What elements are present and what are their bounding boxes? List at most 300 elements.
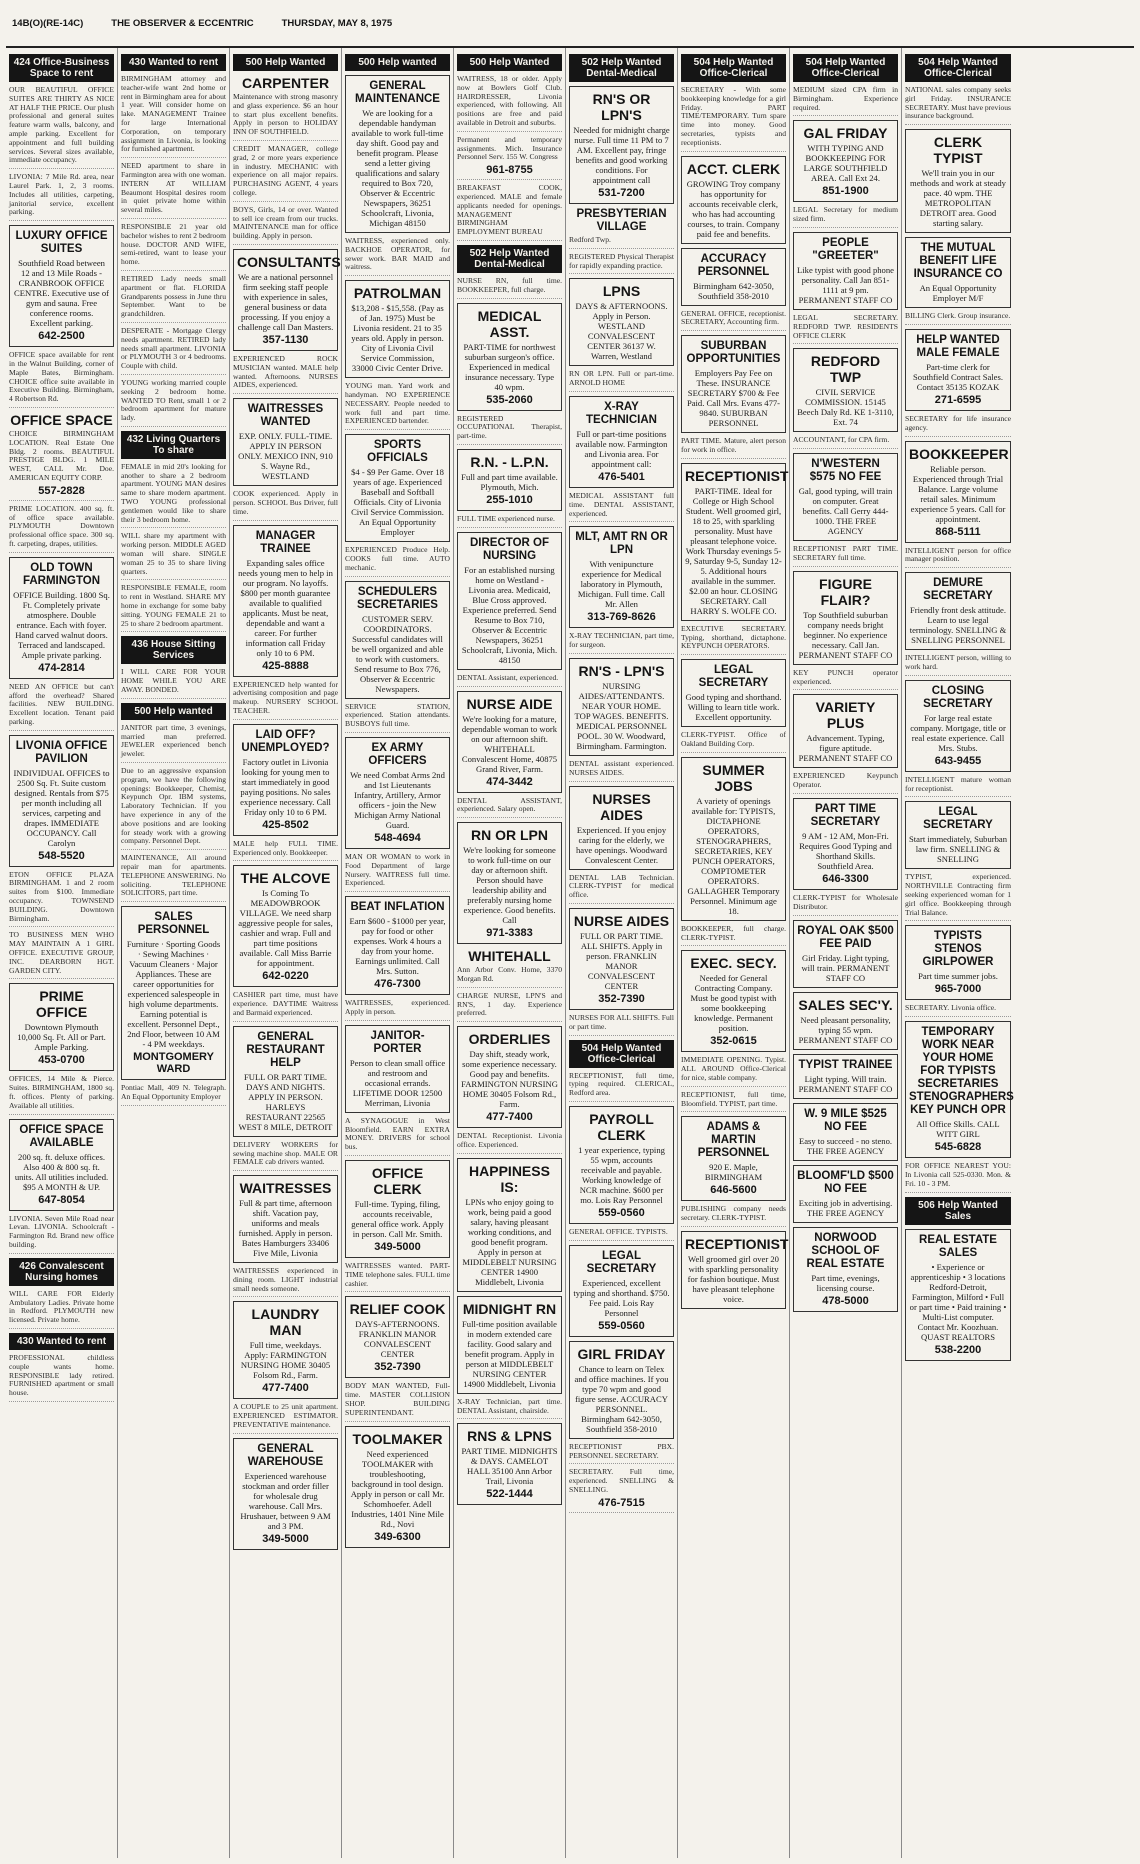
display-ad [9, 735, 114, 867]
ad-title: BOOKKEEPER [909, 445, 1009, 462]
ad-title: PAYROLL CLERK [589, 1110, 654, 1143]
ad-body: Need pleasant personality, typing 55 wpm. PERMANENT STAFF CO [798, 1014, 893, 1045]
classified-ad [793, 206, 898, 228]
ad-body: RECEPTIONIST PBX. PERSONNEL SECRETARY. [569, 1441, 674, 1460]
ad-title: REAL ESTATE SALES [919, 1233, 997, 1259]
ad-body: KEY PUNCH operator experienced. [793, 667, 898, 686]
ad-title: NORWOOD SCHOOL OF REAL ESTATE [806, 1231, 885, 1270]
display-ad [793, 232, 898, 310]
classified-ad [569, 208, 674, 249]
classified-column [902, 48, 1014, 1858]
ad-body: Pontiac Mall, 409 N. Telegraph. An Equal Opportunity Employer [121, 1083, 226, 1101]
classified-ad [457, 515, 562, 528]
ad-title: SALES SEC'Y. [798, 996, 893, 1013]
ad-body: INTELLIGENT mature woman for receptionist. [905, 774, 1011, 793]
ad-body: Full or part-time positions available now. Farmington and Livonia area. For appointment call: [575, 428, 668, 469]
ad-body: BODY MAN WANTED, Full-time. MASTER COLLISION SHOP. BUILDING SUPERINTENDANT. [345, 1381, 450, 1417]
ad-phone: 545-6828 [934, 1141, 982, 1154]
ad-body: PROFESSIONAL childless couple wants home. RESPONSIBLE lady retired. FURNISHED apartment or small house. [9, 1353, 114, 1398]
ad-body: Furniture · Sporting Goods · Sewing Machines · Vacuum Cleaners · Major Appliances. These are career opportunities for experienced salespeople in high volume departments. Earning potential is excellent. Personnel Dept., 2nd Floor, between 10 AM - 4 PM weekdays. [126, 939, 221, 1050]
section-header: 500 Help Wanted [457, 54, 562, 71]
display-ad [345, 1025, 450, 1113]
ad-body: We are looking for a dependable handyman available to work full-time day shift. Good pay and benefit program. Please send a letter giving qualifications and salary required to Box 720, Observer & Eccentric Newspapers, 36251 Schoolcraft, Livonia, Michigan 48150 [351, 108, 444, 228]
ad-body: PUBLISHING company needs secretary. CLERK-TYPIST. [681, 1204, 786, 1223]
display-ad [681, 463, 789, 621]
ad-body: WILL CARE FOR Elderly Ambulatory Ladies. Private home in Redford. PLYMOUTH new licensed. Private home. [9, 1288, 114, 1325]
ad-title: SUBURBAN OPPORTUNITIES [686, 340, 781, 366]
classified-column [454, 48, 566, 1858]
classified-ad [681, 310, 786, 332]
classified-ad [121, 463, 226, 529]
ad-phone: 453-0700 [38, 1054, 85, 1067]
ad-title: ACCT. CLERK [686, 160, 781, 177]
classified-ad [681, 1091, 786, 1113]
display-ad [793, 120, 898, 202]
ad-title: ADAMS & MARTIN PERSONNEL [697, 1121, 770, 1160]
classified-ad [905, 547, 1011, 569]
ad-title: THE MUTUAL BENEFIT LIFE INSURANCE CO [913, 242, 1003, 281]
classified-ad [681, 437, 786, 459]
display-ad [569, 396, 674, 488]
ad-phone: 476-7300 [374, 978, 421, 991]
ad-phone: 474-2814 [38, 661, 85, 674]
ad-body: NURSE RN, full time. BOOKKEEPER, full charge. [457, 275, 562, 294]
ad-body: TYPIST, experienced. NORTHVILLE Contracting firm seeking experienced woman for 1 girl office. Bookkeeping through Trial Balance. [905, 872, 1011, 917]
classified-ad [121, 75, 226, 158]
classified-ad [121, 275, 226, 323]
ad-body: Ann Arbor Conv. Home, 3370 Morgan Rd. [457, 965, 562, 983]
ad-phone: 349-5000 [262, 1532, 309, 1545]
classified-column [342, 48, 454, 1858]
ad-body: A COUPLE to 25 unit apartment. EXPERIENCED ESTIMATOR. PREVENTATIVE maintenance. [233, 1402, 338, 1430]
display-ad [345, 75, 450, 233]
display-ad [793, 798, 898, 890]
ad-body: WAITRESS, 18 or older. Apply now at Bowlers Golf Club. HAIRDRESSER, Livonia experienced, with following. All positions are free and paid available in Detroit and suburbs. [457, 74, 562, 127]
ad-body: LIVONIA. Seven Mile Road near Levan. LIVONIA. Schoolcraft - Farmington Rd. Brand new office building. [9, 1213, 114, 1250]
ad-title: RNS & LPNS [467, 1428, 552, 1445]
ad-body: DENTAL Assistant, experienced. [457, 672, 559, 682]
display-ad [345, 737, 450, 849]
ad-title: FIGURE FLAIR? [819, 575, 872, 608]
ad-title: N'WESTERN $575 NO FEE [809, 458, 882, 484]
ad-body: YOUNG man. Yard work and handyman. NO EXPERIENCE NECESSARY. People needed to work full and part time. EXPERIENCED bartender. [345, 381, 450, 426]
classified-ad [457, 184, 562, 241]
classified-ad [569, 1014, 674, 1036]
display-ad [905, 572, 1011, 650]
classified-ad [569, 1443, 674, 1465]
ad-body: 920 E. Maple, BIRMINGHAM [704, 1162, 763, 1183]
ad-phone: 559-0560 [598, 1319, 645, 1332]
classified-ad [457, 797, 562, 819]
display-ad [345, 280, 450, 378]
ad-phone: 255-1010 [486, 493, 533, 506]
display-ad [9, 225, 114, 347]
ad-body: We're looking for a mature, dependable woman to work on our afternoon shift. WHITEHALL Convalescent Home, 40875 Grand River, Farm. [461, 713, 558, 774]
ad-body: Full-time position available in modern extended care facility. Good salary and benefit program. Apply in person at MIDDLEBELT NURSING CENTER 14900 Middlebelt, Livonia [462, 1318, 557, 1389]
classified-ad [569, 370, 674, 392]
ad-body: LEGAL SECRETARY. REDFORD TWP. RESIDENTS OFFICE CLERK [793, 312, 898, 340]
ad-body: INTELLIGENT person for office manager position. [905, 545, 1011, 564]
ad-body: $4 - $9 Per Game. Over 18 years of age. Experienced Baseball and Softball Officials. City of Livonia Civil Service Commission. An Equal Opportunity Employer [351, 467, 444, 538]
ad-title: EXEC. SECY. [690, 955, 777, 972]
issue-date: THURSDAY, MAY 8, 1975 [281, 17, 393, 29]
ad-phone: 271-6595 [934, 393, 982, 406]
section-header: 426 Convalescent Nursing homes [9, 1258, 114, 1286]
ad-body: EXPERIENCED Produce Help. COOKS full time. AUTO mechanic. [345, 545, 450, 572]
ad-body: 1 year experience, typing 55 wpm, accounts receivable and payable. Working knowledge of NCR machine. $600 per mo. Lois Ray Personnel [578, 1144, 665, 1205]
ad-title: LEGAL SECRETARY [586, 1249, 657, 1275]
display-ad [569, 1341, 674, 1439]
ad-phone: 961-8755 [486, 164, 533, 177]
ad-title: TOOLMAKER [352, 1430, 443, 1447]
ad-body: GENERAL OFFICE, receptionist. SECRETARY, Accounting firm. [681, 308, 786, 327]
ad-title: LAID OFF? UNEMPLOYED? [241, 728, 330, 754]
ad-body: Experienced warehouse stockman and order filler for wholesale drug warehouse. Call Mrs. Hrushauer, between 9 AM and 3 PM. [240, 1470, 331, 1531]
ad-title: ROYAL OAK $500 FEE PAID [797, 924, 894, 950]
display-ad [569, 278, 674, 366]
display-ad [233, 865, 338, 987]
ad-title: MEDICAL ASST. [477, 307, 542, 340]
ad-body: Expanding sales office needs young men to help in our program. No layoffs. $800 per month guarantee available to qualified applicants. Must be neat, dependable and want a career. For further information call Friday only 10 to 6 PM. [238, 557, 333, 658]
classified-ad [681, 925, 786, 947]
ad-body: Chance to learn on Telex and office machines. If you type 70 wpm and good figure sense. ACCURACY PERSONNEL. Birmingham 642-3050, Southfield 358-2010 [574, 1363, 669, 1434]
classified-ad [121, 162, 226, 219]
ad-title: CLERK TYPIST [933, 134, 983, 167]
ad-body: Advancement. Typing, figure aptitude. PERMANENT STAFF CO [798, 733, 893, 764]
ad-body: For an established nursing home on Westland - Livonia area. Medicaid, Blue Cross approved. Experience preferred. Send Resume to Box 710, Observer & Eccentric Newspapers, 36251 Schoolcraft, Livonia, Mich. 48150 [461, 564, 558, 665]
ad-body: Needed for midnight charge nurse. Full time 11 PM to 7 AM. Excellent pay, fringe benefits and good working conditions. For appointment call [573, 125, 670, 185]
classified-ad [457, 75, 562, 132]
ad-body: WAITRESSES experienced in dining room. LIGHT industrial small needs someone. [233, 1266, 338, 1293]
ad-phone: 477-7400 [486, 1111, 533, 1124]
ad-phone: 476-7515 [598, 1496, 645, 1509]
display-ad [905, 1229, 1011, 1361]
ad-body: CIVIL SERVICE COMMISSION. 15145 Beech Daly Rd. KE 1-3110, Ext. 74 [797, 387, 894, 428]
ad-body: NURSING AIDES/ATTENDANTS. NEAR YOUR HOME. TOP WAGES. BENEFITS. MEDICAL PERSONNEL POOL. 30 W. Woodward, Birmingham. Farmington. [574, 680, 669, 751]
ad-body: DELIVERY WORKERS for sewing machine shop. MALE OR FEMALE cab drivers wanted. [233, 1139, 338, 1167]
ad-phone: 313-769-8626 [587, 611, 656, 624]
ad-body: FULL OR PART TIME. DAYS AND NIGHTS. APPLY IN PERSON. HARLEYS RESTAURANT 22565 WEST 8 MILE, DETROIT [238, 1071, 333, 1132]
ad-body: Southfield Road between 12 and 13 Mile Roads - CRANBROOK OFFICE CENTRE. Executive use of gym and sauna. Free conference rooms. Excellent parking. [14, 258, 109, 329]
ad-title: DEMURE SECRETARY [923, 577, 993, 603]
ad-body: Easy to succeed - no steno. THE FREE AGENCY [798, 1135, 893, 1156]
ad-body: BILLING Clerk. Group insurance. [905, 311, 1011, 321]
ad-body: SECRETARY for life insurance agency. [905, 413, 1011, 432]
classified-ad [457, 1132, 562, 1154]
classified-ad [793, 436, 898, 449]
ad-body: REGISTERED OCCUPATIONAL Therapist, part-time. [457, 413, 562, 441]
display-ad [793, 1054, 898, 1099]
classified-ad [569, 632, 674, 654]
classified-ad [345, 853, 450, 892]
classified-ad [345, 1117, 450, 1156]
section-header: 436 House Sitting Services [121, 636, 226, 664]
display-ad [905, 801, 1011, 869]
ad-title: LUXURY OFFICE SUITES [15, 230, 108, 256]
ad-body: CREDIT MANAGER, college grad, 2 or more years experience in industry. MECHANIC with experience on all major repairs. PURCHASING AGENT, 4 years college. [233, 143, 338, 197]
ad-body: EXP. ONLY. FULL-TIME. APPLY IN PERSON ONLY. MEXICO INN, 910 S. Wayne Rd., WESTLAND [238, 431, 333, 482]
ad-body: Part-time clerk for Southfield Contract Sales. Contact 35135 KOZAK [913, 361, 1003, 392]
ad-body: Downtown Plymouth 10,000 Sq. Ft. All or Part. Ample Parking. [17, 1022, 106, 1053]
display-ad [345, 1160, 450, 1258]
classified-ad [121, 379, 226, 427]
classified-ad [457, 136, 562, 180]
classified-ad [793, 86, 898, 116]
ad-title: GENERAL WAREHOUSE [247, 1442, 324, 1468]
display-ad [9, 557, 114, 679]
classified-ad [905, 1004, 1011, 1017]
display-ad [905, 925, 1011, 1000]
display-ad [681, 156, 786, 244]
ad-body: Earn $600 - $1000 per year, pay for food or other expenses. Work 4 hours a day from your home. Earnings unlimited. Call Mrs. Sutton. [349, 916, 446, 977]
ad-title: BLOOMF'LD $500 NO FEE [797, 1169, 894, 1195]
display-ad [345, 1426, 450, 1548]
ad-body: MAN OR WOMAN to work in Food Department of large Nursery. WAITRESS full time. Experienced. [345, 851, 450, 888]
ad-phone: 477-7400 [262, 1382, 309, 1395]
classified-ad [793, 772, 898, 794]
ad-body: RECEPTIONIST, full time, Bloomfield. TYPIST, part time. [681, 1089, 786, 1108]
ad-body: GROWING Troy company has opportunity for accounts receivable clerk, who has had accounting courses, to train. Company paid fee and benefits. [686, 178, 781, 239]
classified-ad [9, 1290, 114, 1329]
ad-title: PEOPLE "GREETER" [812, 236, 879, 262]
ad-title: X-RAY TECHNICIAN [586, 400, 657, 426]
ad-phone: 349-5000 [374, 1240, 421, 1253]
classified-ad [121, 854, 226, 902]
ad-body: CUSTOMER SERV. COORDINATORS. Successful candidates will be well organized and able to work with customers. Send resume to Box 776, Observer & Eccentric Newspapers. [351, 613, 444, 694]
classified-ad [345, 382, 450, 430]
classified-ad [9, 412, 114, 501]
ad-body: Like typist with good phone personality. Call Jan 851-1111 at 9 pm. PERMANENT STAFF CO [797, 264, 894, 305]
ad-phone: 868-5111 [935, 525, 981, 538]
classified-ad [121, 584, 226, 632]
classified-ad [457, 674, 562, 687]
section-header: 500 Help wanted [121, 703, 226, 720]
ad-phone: 522-1444 [486, 1488, 533, 1501]
ad-title: RN OR LPN [471, 827, 548, 844]
ad-body: CLERK-TYPIST. Office of Oakland Building Corp. [681, 730, 786, 748]
ad-title: PATROLMAN [353, 285, 442, 302]
ad-body: RESPONSIBLE 21 year old bachelor wishes to rent 2 bedroom house. DOCTOR AND WIFE, semi-retired, want to lease your home. [121, 221, 226, 267]
ad-title: NURSE AIDES [573, 912, 670, 929]
classified-ad [9, 931, 114, 979]
ad-title: EX ARMY OFFICERS [368, 741, 427, 767]
ad-body: A SYNAGOGUE in West Bloomfield. EARN EXTRA MONEY. DRIVERS for school bus. [345, 1115, 450, 1152]
ad-body: FULL TIME experienced nurse. [457, 513, 555, 523]
ad-body: Employers Pay Fee on These. INSURANCE SECRETARY $700 & Fee Paid. Call Mrs. Evans 477-9840. SUBURBAN PERSONNEL [686, 368, 781, 429]
classified-ad [905, 776, 1011, 798]
display-ad [9, 1119, 114, 1211]
ad-body: RESPONSIBLE FEMALE, room to rent in Westland. SHARE MY home in exchange for some baby sitting. YOUNG FEMALE 21 to 25 to share 2 bedroom apartment. [121, 583, 226, 628]
display-ad [233, 724, 338, 836]
display-ad [233, 1301, 338, 1399]
display-ad [905, 441, 1011, 543]
display-ad [457, 532, 562, 670]
ad-body: BOOKKEEPER, full charge. CLERK-TYPIST. [681, 923, 786, 942]
classified-ad [345, 237, 450, 276]
classified-ad [9, 683, 114, 731]
section-header: 506 Help Wanted Sales [905, 1197, 1011, 1225]
ad-body: NEED AN OFFICE but can't afford the overhead? Shared facilities. NEW BUILDING. Excellent location. Tenant paid parking. [9, 681, 114, 726]
ad-title: MLT, AMT RN OR LPN [575, 531, 668, 557]
classified-ad [233, 1403, 338, 1433]
display-ad [457, 1158, 562, 1292]
ad-phone: 971-3383 [486, 927, 533, 940]
display-ad [457, 1423, 562, 1505]
ad-body: FOR OFFICE NEAREST YOU: In Livonia call 525-0330. Mon. & Fri. 10 - 3 PM. [905, 1161, 1011, 1188]
ad-body: ACCOUNTANT, for CPA firm. [793, 435, 890, 445]
ad-title: PRIME OFFICE [35, 988, 88, 1021]
ad-phone: 559-0560 [598, 1206, 645, 1219]
ad-body: Birmingham 642-3050, Southfield 358-2010 [693, 280, 774, 301]
display-ad [233, 398, 338, 486]
ad-phone: 851-1900 [822, 185, 869, 198]
classified-ad [681, 1205, 786, 1227]
display-ad [457, 1296, 562, 1394]
ad-title: RECEPTIONIST [685, 1235, 789, 1252]
ad-title: NURSE AIDE [466, 695, 553, 712]
ad-phone: 474-3442 [486, 775, 533, 788]
section-header: 500 Help wanted [345, 54, 450, 71]
display-ad [121, 906, 226, 1080]
classified-ad [905, 415, 1011, 437]
ad-body: BIRMINGHAM attorney and teacher-wife want 2nd home or rent in Birmingham area for about 1 year. Will consider home on lake. MANAGEMENT Trainee for large International Corporation, on temporary assignment in Livonia, is looking for furnished apartment. [121, 74, 226, 154]
ad-phone: 643-9455 [934, 754, 982, 767]
ad-body: WILL share my apartment with working person. MIDDLE AGED woman will share. SINGLE woman 25 to 35 to share living quarters. [121, 531, 226, 576]
display-ad [233, 525, 338, 677]
ad-body: ETON OFFICE PLAZA BIRMINGHAM. 1 and 2 room suites from $100. Immediate occupancy. TOWNSEND BUILDING. Downtown Birmingham. [9, 869, 114, 923]
display-ad [793, 348, 898, 432]
classified-ad [681, 625, 786, 655]
classified-ad [233, 75, 338, 141]
classified-ad [905, 86, 1011, 125]
ad-phone: 352-7390 [374, 1361, 421, 1374]
ad-body: Good typing and shorthand. Willing to learn title work. Excellent opportunity. [685, 692, 782, 723]
classified-ad [9, 505, 114, 553]
ad-body: Well groomed girl over 20 with sparkling personality for fashion boutique. Must have pleasant telephone voice. [687, 1253, 780, 1304]
ad-body: EXECUTIVE SECRETARY. Typing, shorthand, dictaphone. KEYPUNCH OPERATORS. [681, 623, 786, 651]
ad-body: Due to an aggressive expansion program, we have the following openings: Bookkeeper, Chemist, Keypunch Opr. IBM systems, Laboratory Technician. If you have experience in any of the above positions and are looking for steady work with a growing company. Personnel Dept. [121, 766, 226, 846]
ad-body: For large real estate company. Mortgage, title or real estate experience. Call Mrs. Stubs. [910, 712, 1006, 753]
ad-body: We're looking for someone to work full-time on our day or afternoon shift. Person should have leadership ability and preferably nursing home experience. Good benefits. Call [463, 845, 556, 926]
ad-title: ORDERLIES [468, 1031, 551, 1048]
section-header: 504 Help Wanted Office-Clerical [905, 54, 1011, 82]
display-ad [345, 581, 450, 699]
ad-body: MEDIUM sized CPA firm in Birmingham. Experience required. [793, 85, 898, 112]
ad-body: X-RAY Technician, part time. DENTAL Assistant, chairside. [457, 1396, 562, 1415]
classified-ad [569, 1468, 674, 1512]
classified-column [678, 48, 790, 1858]
classified-ad [9, 1075, 114, 1114]
ad-body: I WILL CARE FOR YOUR HOME WHILE YOU ARE AWAY. BONDED. [121, 667, 226, 695]
classified-ad [9, 86, 114, 169]
display-ad [681, 659, 786, 727]
ad-body: DAYS-AFTERNOONS. FRANKLIN MANOR CONVALESCENT CENTER [355, 1319, 440, 1360]
ad-body: Full and part time available. Plymouth, Mich. [461, 471, 558, 492]
display-ad [345, 896, 450, 995]
classified-ad [345, 703, 450, 733]
classified-ad [457, 277, 562, 299]
ad-body: CASHIER part time, must have experience. DAYTIME Waitress and Barmaid experienced. [233, 990, 338, 1017]
classified-ad [345, 546, 450, 576]
ad-title: PRESBYTERIAN VILLAGE [576, 208, 667, 233]
classified-ad [681, 86, 786, 152]
display-ad [905, 680, 1011, 772]
classified-ad [9, 351, 114, 408]
ad-body: CLERK-TYPIST for Wholesale Distributor. [793, 892, 898, 911]
ad-title: LAUNDRY MAN [251, 1306, 320, 1339]
ad-phone: 647-8054 [38, 1193, 85, 1206]
ad-body: WAITRESSES wanted. PART-TIME telephone sales. FULL time cashier. [345, 1260, 450, 1288]
display-ad [793, 1165, 898, 1223]
ad-body: OFFICE space available for rent in the Walnut Building, corner of Maple Bates, Birmingham. CHOICE office suite available in Executive Building. Birmingham, 4 Robertson Rd. [9, 350, 114, 404]
section-header: 430 Wanted to rent [121, 54, 226, 71]
ad-body: NURSES FOR ALL SHIFTS. Full or part time. [569, 1012, 675, 1031]
ad-title: GIRL FRIDAY [577, 1345, 666, 1362]
classified-ad [345, 999, 450, 1021]
ad-title: OFFICE SPACE [10, 411, 113, 428]
classified-ad [905, 312, 1011, 325]
display-ad [793, 1227, 898, 1312]
ad-phone: 425-8502 [262, 818, 309, 831]
display-ad [681, 757, 786, 921]
classified-ad [457, 948, 562, 988]
ad-title: HAPPINESS IS: [469, 1162, 550, 1195]
ad-body: MALE help FULL TIME. Experienced only. Bookkeeper. [233, 838, 338, 857]
ad-phone: 548-4694 [374, 831, 421, 844]
ad-body: X-RAY TECHNICIAN, part time, for surgeon. [569, 631, 674, 650]
ad-phone: 476-5401 [598, 470, 645, 483]
display-ad [9, 983, 114, 1071]
classified-column [790, 48, 902, 1858]
ad-phone: 352-0615 [710, 1035, 757, 1048]
classified-ad [121, 327, 226, 375]
classified-ad [905, 1162, 1011, 1192]
ad-title: CARPENTER [241, 75, 330, 91]
ad-title: VARIETY PLUS [815, 699, 876, 732]
ad-title: LIVONIA OFFICE PAVILION [15, 739, 108, 765]
ad-body: BOYS, Girls, 14 or over. Wanted to sell ice cream from our trucks. MAINTENANCE man for office building. Apply in person. [233, 204, 338, 241]
section-header: 502 Help Wanted Dental-Medical [457, 245, 562, 273]
classified-ad [233, 991, 338, 1021]
ad-title: HELP WANTED MALE FEMALE [916, 333, 1000, 359]
ad-body: INDIVIDUAL OFFICES to 2500 Sq. Ft. Suite custom designed. Rentals from $75 per month including all services, carpeting and drapes. IMMEDIATE OCCUPANCY. Call Carolyn [13, 767, 110, 848]
ad-title: REDFORD TWP [810, 353, 881, 386]
section-header: 504 Help Wanted Office-Clerical [569, 1040, 674, 1068]
ad-body: PRIME LOCATION. 400 sq. ft. of office space available. PLYMOUTH Downtown professional office space. 300 sq. ft. carpeting, drapes, utilities. [9, 503, 114, 548]
ad-phone: 642-2500 [38, 330, 85, 343]
ad-body: Experienced, excellent typing and shorthand. $750. Fee paid. Lois Ray Personnel [573, 1277, 670, 1318]
display-ad [793, 920, 898, 988]
display-ad [569, 86, 674, 204]
ad-title: OFFICE SPACE AVAILABLE [19, 1123, 104, 1149]
ad-body: SECRETARY. Livonia office. [905, 1003, 997, 1013]
ad-title: DIRECTOR OF NURSING [469, 536, 549, 562]
classified-column [566, 48, 678, 1858]
display-ad [569, 658, 674, 756]
masthead [6, 0, 1134, 48]
display-ad [905, 329, 1011, 411]
ad-phone: 535-2060 [486, 393, 533, 406]
ad-body: OFFICES, 14 Mile & Pierce. Suites. BIRMINGHAM, 1800 sq. ft. offices. Plenty of parking. Available all utilities. [9, 1074, 114, 1110]
ad-body: Top Southfield suburban company needs bright beginner. No experience necessary. Call Jan. PERMANENT STAFF CO [798, 609, 893, 660]
classified-ad [793, 545, 898, 567]
classified-ad [121, 1084, 226, 1106]
ad-title: RN'S - LPN'S [578, 662, 665, 679]
classified-ad [9, 1215, 114, 1254]
classified-ad [793, 314, 898, 344]
ad-body: DENTAL Receptionist. Livonia office. Experienced. [457, 1131, 562, 1149]
ad-body: With venipuncture experience for Medical laboratory in Plymouth, Michigan. Full time. Call Mr. Allen [577, 559, 666, 610]
